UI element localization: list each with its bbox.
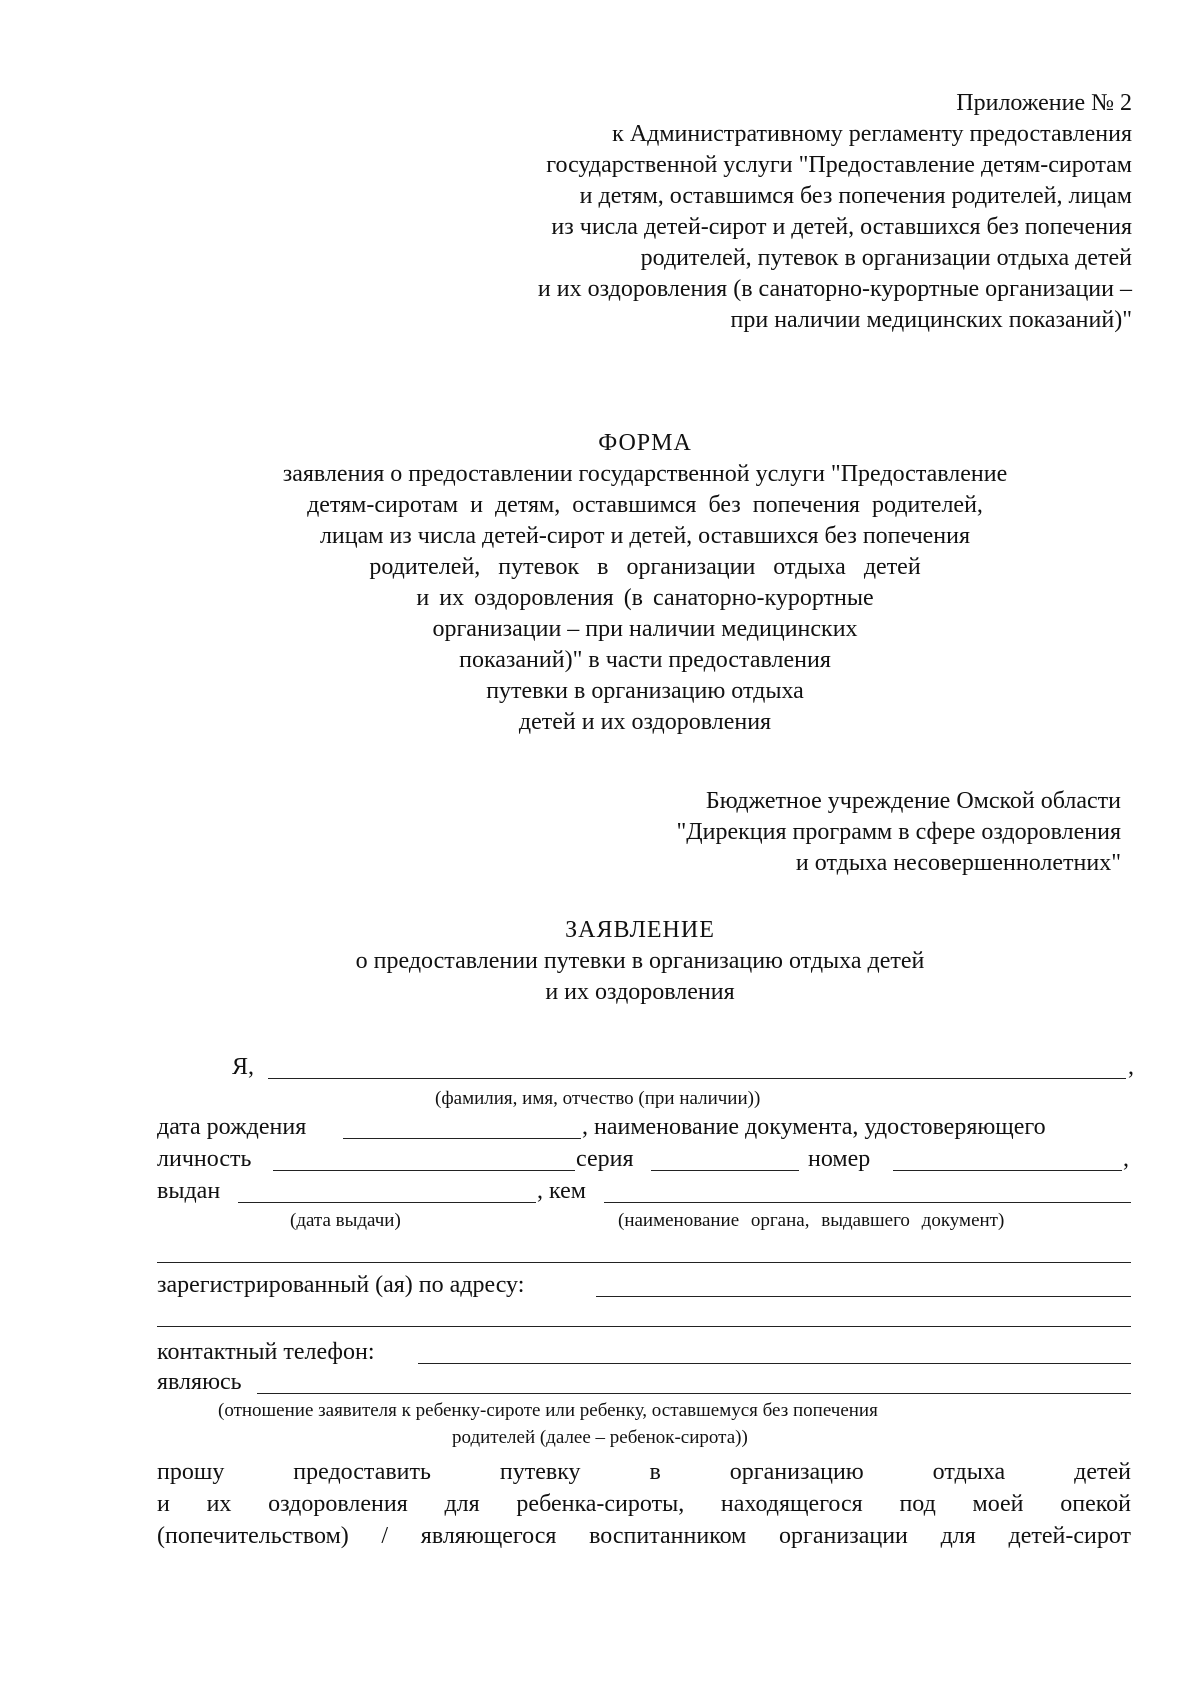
addressee-line: Бюджетное учреждение Омской области: [705, 788, 1121, 814]
series-label: серия: [576, 1146, 634, 1172]
appendix-line: к Административному регламенту предоставления: [612, 121, 1132, 147]
phone-label: контактный телефон:: [157, 1339, 375, 1365]
addressee-line: "Дирекция программ в сфере оздоровления: [676, 819, 1121, 845]
form-title: ФОРМА: [598, 430, 692, 456]
form-heading-line: родителей, путевок в организации отдыха детей: [369, 554, 921, 580]
statement-title: ЗАЯВЛЕНИЕ: [565, 917, 715, 943]
request-line: и их оздоровления для ребенка-сироты, находящегося под моей опекой: [157, 1491, 1131, 1517]
fio-comma: ,: [1128, 1054, 1134, 1080]
issued-label: выдан: [157, 1178, 221, 1204]
issue-date-hint: (дата выдачи): [290, 1210, 401, 1231]
phone-field[interactable]: [418, 1363, 1131, 1364]
address-field-continued[interactable]: [157, 1326, 1131, 1327]
relation-field[interactable]: [257, 1393, 1131, 1394]
address-field[interactable]: [596, 1296, 1131, 1297]
addressee: [560, 786, 1121, 879]
appendix-line: родителей, путевок в организации отдыха детей: [640, 245, 1132, 271]
number-field[interactable]: [893, 1170, 1122, 1171]
addressee-line: и отдыха несовершеннолетних": [795, 850, 1121, 876]
appendix-line: при наличии медицинских показаний)": [730, 307, 1132, 333]
fio-field[interactable]: [268, 1078, 1126, 1079]
form-heading-line: лицам из числа детей-сирот и детей, оставшихся без попечения: [319, 523, 971, 549]
appendix-line: Приложение № 2: [956, 90, 1132, 116]
issuer-field[interactable]: [604, 1202, 1131, 1203]
appendix-header: [380, 88, 1132, 336]
form-heading-line: организации – при наличии медицинских: [432, 616, 858, 642]
form-heading-line: детям-сиротам и детям, оставшимся без попечения родителей,: [307, 492, 983, 518]
request-line: (попечительством) / являющегося воспитанником организации для детей-сирот: [157, 1523, 1131, 1549]
birth-date-label: дата рождения: [157, 1114, 307, 1140]
fio-hint: (фамилия, имя, отчество (при наличии)): [435, 1088, 761, 1109]
series-field[interactable]: [651, 1170, 799, 1171]
relation-label: являюсь: [157, 1369, 242, 1395]
appendix-line: из числа детей-сирот и детей, оставшихся без попечения: [551, 214, 1132, 240]
statement-heading: [240, 915, 1040, 1008]
form-heading-line: путевки в организацию отдыха: [486, 678, 804, 704]
number-label: номер: [808, 1146, 871, 1172]
birth-date-field[interactable]: [343, 1138, 581, 1139]
request-line: прошу предоставить путевку в организацию отдыха детей: [157, 1459, 1131, 1485]
form-heading-line: детей и их оздоровления: [518, 709, 772, 735]
appendix-line: и их оздоровления (в санаторно-курортные организации –: [537, 276, 1132, 302]
statement-line: о предоставлении путевки в организацию отдыха детей: [355, 948, 925, 974]
issued-by-label: , кем: [537, 1178, 586, 1204]
issuer-field-continued[interactable]: [157, 1262, 1131, 1263]
number-comma: ,: [1123, 1146, 1129, 1172]
form-heading-line: показаний)" в части предоставления: [459, 647, 831, 673]
form-heading-line: заявления о предоставлении государственной услуги "Предоставление: [282, 461, 1008, 487]
form-heading: [160, 428, 1130, 738]
i-label: Я,: [232, 1054, 255, 1080]
form-heading-line: и их оздоровления (в санаторно-курортные: [416, 585, 874, 611]
id-document-label: , наименование документа, удостоверяющего: [582, 1114, 1046, 1140]
statement-line: и их оздоровления: [545, 979, 735, 1005]
relation-hint: родителей (далее – ребенок-сирота)): [452, 1427, 748, 1448]
document-name-field[interactable]: [273, 1170, 575, 1171]
address-label: зарегистрированный (ая) по адресу:: [157, 1272, 525, 1298]
appendix-line: государственной услуги "Предоставление детям-сиротам: [546, 152, 1132, 178]
appendix-line: и детям, оставшимся без попечения родителей, лицам: [579, 183, 1132, 209]
issue-date-field[interactable]: [238, 1202, 536, 1203]
identity-label: личность: [157, 1146, 252, 1172]
issuer-hint: (наименование органа, выдавшего документ): [618, 1210, 1005, 1231]
relation-hint: (отношение заявителя к ребенку-сироте или ребенку, оставшемуся без попечения: [218, 1400, 878, 1421]
